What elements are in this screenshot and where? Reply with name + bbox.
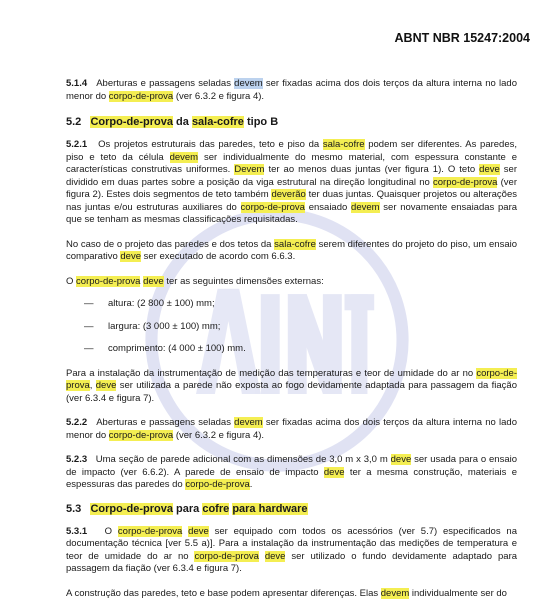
text: ter a mesma construção, materiais e espessuras das paredes do [66,467,517,491]
text: ter ao menos duas juntas (ver figura 1). O teto [268,164,475,175]
text: ser equipado com todos os acessórios (ver 5.7) especificados na documentação técnica [ver 5.5 a)]. Para a instalação da instrumentação das medições de temperatura e teor de umidade do ar no [66,526,517,562]
highlight: Devem [234,164,264,175]
highlight: corpo-de-prova [109,91,173,102]
text: para [176,503,199,515]
text: No caso de o projeto das paredes e dos tetos da [66,239,271,250]
text: (ver 6.3.2 e figura 4). [176,430,264,441]
text: Uma seção de parede adicional com as dimensões de 3,0 m x 3,0 m [96,454,388,465]
dash: — [84,343,108,356]
text: individualmente ser do [412,588,507,599]
highlight: deve [120,251,141,262]
section-number: 5.2.3 [66,454,87,465]
text: comprimento: (4 000 ± 100) mm. [108,343,246,354]
text: podem ser diferentes. As paredes, piso e teto da célula [66,139,517,163]
dimension-item [66,321,517,334]
highlight: deve [96,380,117,391]
text: ser individualmente do mesmo material, com espessura constante e características construtivas uniformes. [66,152,517,176]
text: ser fixadas acima dos dois terços da altura interna no lado menor do [66,417,517,441]
text: A construção das paredes, teto e base podem apresentar diferenças. Elas [66,588,378,599]
paragraph-case [66,239,517,264]
section-number: 5.2.2 [66,417,87,428]
section-5-2-1 [66,139,517,227]
highlight: corpo-de-prova [185,479,249,490]
text: ser executado de acordo com 6.6.3. [144,251,296,262]
highlight: corpo-de-prova [241,202,305,213]
highlight: devem [234,417,263,428]
text: Aberturas e passagens seladas [96,78,231,89]
highlight: deve [479,164,500,175]
text: ser dividido em duas partes sobre a posição da viga estrutural na direção longitudinal no [66,164,517,188]
section-number: 5.3.1 [66,526,87,537]
paragraph-instrumentation [66,368,517,406]
text: ter as seguintes dimensões externas: [166,276,323,287]
section-5-2-3 [66,454,517,492]
dash: — [84,298,108,311]
text: . [250,479,253,490]
highlight-blue: devem [234,78,263,89]
highlight: corpo-de-prova [76,276,140,287]
text: ser usada para o ensaio de impacto (ver 6.6.2). A parede de ensaio de impacto [66,454,517,478]
text: ser utilizado o fundo devidamente adaptado para passagem da fiação (ver 6.3.4 e figura 7). [66,551,517,575]
text: Os projetos estruturais das paredes, teto e piso da [98,139,319,150]
paragraph-dimensions [66,276,517,289]
highlight: devem [381,588,410,599]
section-5-2-2 [66,417,517,442]
highlight: corpo-de-prova [66,368,517,392]
section-number: 5.3 [66,503,81,515]
highlight: deve [188,526,209,537]
paragraph-construction [66,588,517,600]
section-number: 5.2 [66,116,81,128]
text: ser fixadas acima dos dois terços da altura interna no lado menor do [66,78,517,102]
highlight: devem [351,202,380,213]
text: (ver 6.3.2 e figura 4). [176,91,264,102]
highlight: sala-cofre [192,116,244,128]
section-number: 5.1.4 [66,78,87,89]
highlight: corpo-de-prova [118,526,182,537]
section-heading-5-3 [66,502,517,516]
section-5-3-1 [66,526,517,576]
text: Aberturas e passagens seladas [96,417,231,428]
document-standard-code: ABNT NBR 15247:2004 [395,31,530,45]
document-body [66,78,517,600]
text: (ver figura 2). Estes dois segmentos de teto também [66,177,517,201]
section-5-1-4 [66,78,517,103]
highlight: Corpo-de-prova [90,116,173,128]
text: O [66,276,73,287]
section-heading-5-2 [66,115,517,129]
text: ser utilizada a parede não exposta ao fogo devidamente adaptada para passagem da fiação (ver 6.3.4 e figura 7). [66,380,517,404]
highlight: deverão [271,189,305,200]
text: da [176,116,189,128]
highlight: devem [170,152,199,163]
highlight: corpo-de-prova [194,551,258,562]
text: ter duas juntas. Quaisquer projetos ou alterações nas juntas e/ou estruturas auxiliares do [66,189,517,213]
text: Para a instalação da instrumentação de medição das temperaturas e teor de umidade do ar no [66,368,473,379]
text: tipo B [247,116,278,128]
text: serem diferentes do projeto do piso, um ensaio comparativo [66,239,517,263]
text: , [90,380,93,391]
highlight: deve [143,276,164,287]
highlight: cofre [202,503,229,515]
text: ensaiado [309,202,348,213]
section-number: 5.2.1 [66,139,87,150]
dimension-item [66,343,517,356]
highlight: deve [265,551,286,562]
dash: — [84,321,108,334]
dimension-item [66,298,517,311]
highlight: corpo-de-prova [433,177,497,188]
highlight: para hardware [232,503,307,515]
highlight: sala-cofre [274,239,316,250]
highlight: Corpo-de-prova [90,503,173,515]
highlight: corpo-de-prova [109,430,173,441]
text: largura: (3 000 ± 100) mm; [108,321,220,332]
text: O [105,526,112,537]
text: ser novamente ensaiadas para que se tenham as mesmas classificações requisitadas. [66,202,517,226]
highlight: deve [324,467,345,478]
highlight: sala-cofre [323,139,365,150]
highlight: deve [391,454,412,465]
text: altura: (2 800 ± 100) mm; [108,298,215,309]
